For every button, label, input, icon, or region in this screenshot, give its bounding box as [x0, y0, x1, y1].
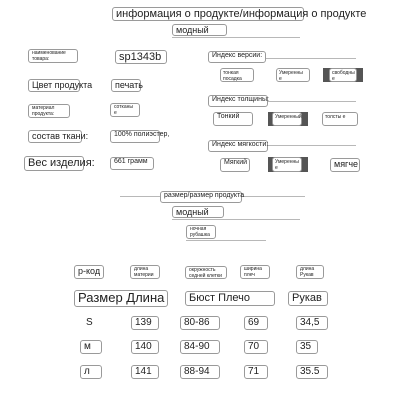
table-cell-size: м	[80, 340, 102, 354]
col-header-length: длина материи	[130, 265, 160, 279]
option-version-loose-selected[interactable]: свободны е	[323, 68, 363, 82]
value-product-weight: 661 грамм	[110, 157, 154, 170]
table-cell-shoulder: 71	[244, 365, 268, 379]
label-product-name: наименование товара:	[28, 49, 78, 63]
main-header-size-length: Размер Длина	[74, 290, 168, 307]
value-product-color: печать	[111, 79, 141, 92]
label-thickness-index: Индекс толщины:	[208, 95, 268, 107]
size-style-value: модный	[172, 206, 224, 218]
table-cell-size: S	[86, 317, 93, 328]
label-softness-index: Индекс мягкости:	[208, 140, 268, 152]
main-header-bust-shoulder: Бюст Плечо	[185, 291, 275, 306]
table-cell-shoulder: 70	[244, 340, 268, 354]
col-header-code: р-код	[74, 265, 104, 279]
value-fabric-composition: 100% полиэстер,	[110, 130, 160, 143]
label-fabric-composition: состав ткани:	[28, 130, 82, 143]
table-cell-shoulder: 69	[244, 316, 268, 330]
main-header-sleeve: Рукав	[288, 291, 328, 306]
option-thickness-thick[interactable]: толсты е	[322, 112, 358, 126]
table-cell-sleeve: 35	[296, 340, 318, 354]
table-cell-length: 139	[131, 316, 159, 330]
value-product-name: sp1343b	[115, 50, 167, 64]
product-type-value: ночная рубашка	[186, 225, 216, 239]
section-title-product-info: информация о продукте/информация о продукте	[112, 7, 304, 21]
option-thickness-moderate-selected[interactable]: Умеренный	[268, 112, 308, 126]
table-cell-length: 141	[131, 365, 159, 379]
table-cell-size: л	[80, 365, 102, 379]
table-cell-bust: 88-94	[180, 365, 220, 379]
style-value: модный	[172, 24, 227, 36]
section-title-size: размер/размер продукта	[160, 191, 242, 203]
option-softness-moderate-selected[interactable]: Умеренны е	[268, 157, 308, 172]
label-version-index: Индекс версии:	[208, 51, 266, 63]
value-product-material: сотканы е	[110, 103, 140, 117]
table-cell-sleeve: 35.5	[296, 365, 328, 379]
option-softness-softer[interactable]: мягче	[330, 158, 360, 172]
option-version-moderate[interactable]: Умеренны е	[276, 68, 310, 82]
table-cell-bust: 84-90	[180, 340, 220, 354]
table-cell-bust: 80-86	[180, 316, 220, 330]
table-cell-length: 140	[131, 340, 159, 354]
col-header-shoulder: ширина плеч	[240, 265, 270, 279]
label-product-material: материал продукта:	[28, 104, 70, 118]
option-version-slim[interactable]: тонкая посадка	[220, 68, 254, 82]
option-softness-soft[interactable]: Мягкий	[220, 158, 250, 172]
col-header-sleeve: длина Рукав	[296, 265, 324, 279]
label-product-weight: Вес изделия:	[24, 156, 84, 171]
table-cell-sleeve: 34,5	[296, 316, 328, 330]
option-thickness-thin[interactable]: Тонкий	[213, 112, 253, 126]
label-product-color: Цвет продукта	[28, 79, 80, 92]
col-header-bust: окружность седней клетки	[185, 266, 227, 279]
